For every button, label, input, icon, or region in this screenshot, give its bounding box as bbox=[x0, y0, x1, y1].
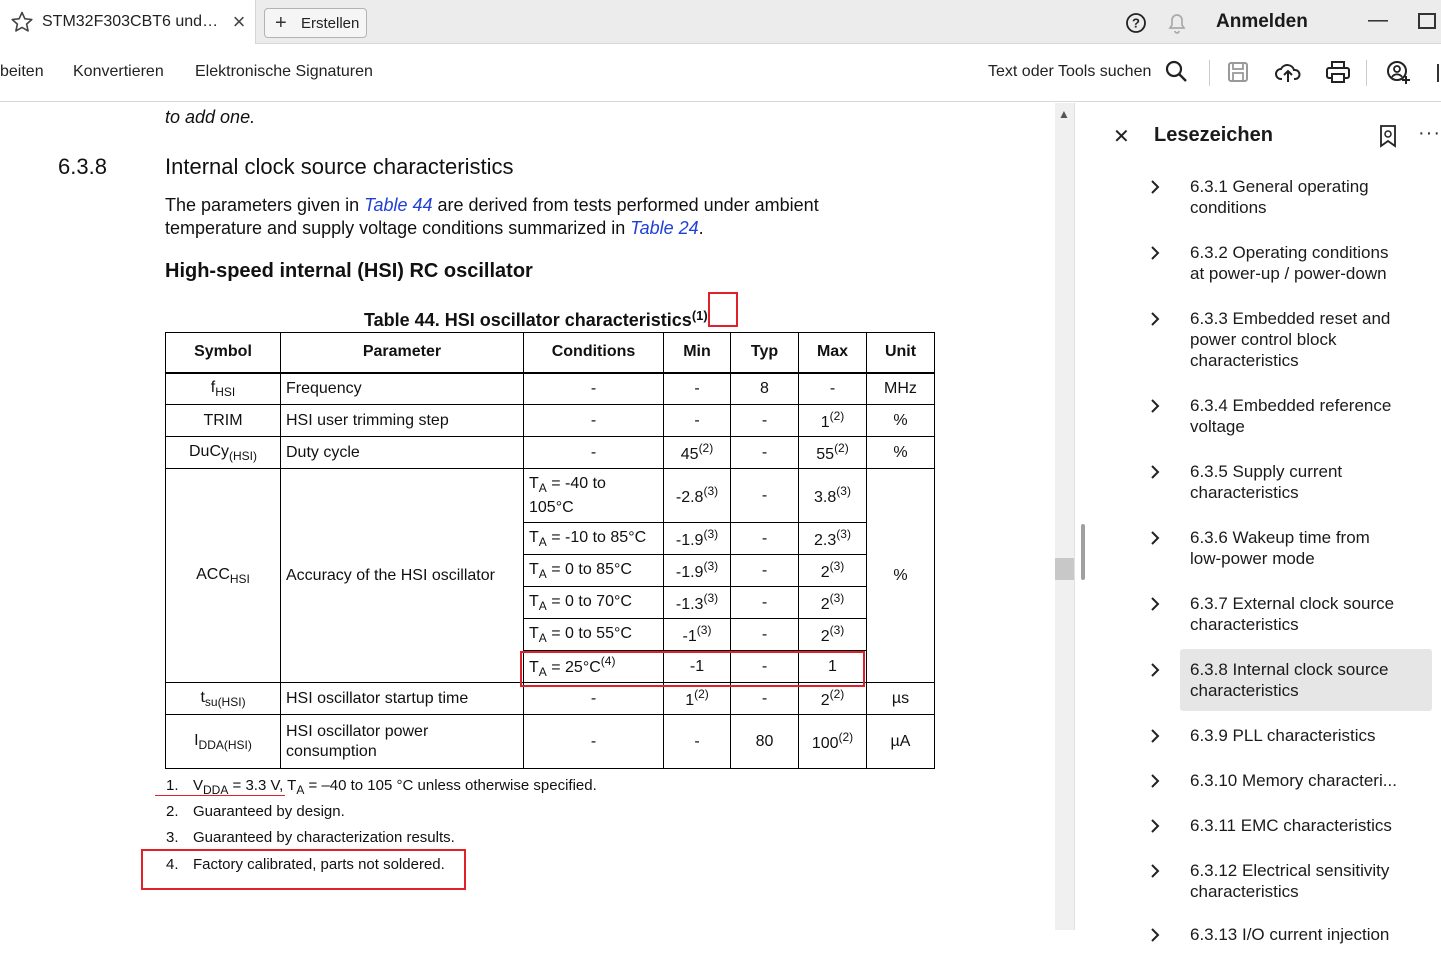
tab-title: STM32F303CBT6 und… bbox=[42, 13, 219, 30]
bookmark-item[interactable] bbox=[1180, 649, 1432, 711]
bell-icon[interactable] bbox=[1166, 11, 1188, 35]
typ-cell: - bbox=[731, 469, 799, 523]
bookmark-item[interactable] bbox=[1180, 166, 1432, 228]
max-cell bbox=[799, 405, 867, 437]
bookmark-item[interactable] bbox=[1180, 451, 1432, 513]
footnote-text: = –40 to 105 °C unless otherwise specified. bbox=[304, 777, 597, 794]
parameter-cell: Frequency bbox=[281, 373, 524, 405]
typ-cell: - bbox=[731, 683, 799, 715]
hsi-characteristics-table bbox=[165, 332, 935, 769]
max-cell bbox=[799, 555, 867, 587]
max-value: 100 bbox=[811, 735, 839, 752]
bookmark-item[interactable] bbox=[1180, 583, 1432, 645]
typ-cell: - bbox=[731, 651, 799, 683]
previous-page-text: to add one. bbox=[165, 107, 256, 127]
symbol: I bbox=[194, 731, 199, 749]
bookmark-label: 6.3.4 Embedded reference voltage bbox=[1190, 396, 1392, 436]
conditions-cell bbox=[524, 469, 664, 523]
conditions-cell: - bbox=[524, 715, 664, 769]
print-icon[interactable] bbox=[1324, 58, 1352, 86]
cond-var: T bbox=[529, 592, 539, 610]
cond-sub: A bbox=[538, 630, 547, 645]
bookmark-item[interactable] bbox=[1180, 760, 1432, 801]
unit-cell: MHz bbox=[867, 373, 935, 405]
max-cell bbox=[799, 437, 867, 469]
table-caption-text: Table 44. HSI oscillator characteristics bbox=[364, 310, 692, 330]
table-caption-footnote: (1) bbox=[691, 308, 708, 323]
min-cell: - bbox=[664, 715, 731, 769]
min-cell bbox=[664, 523, 731, 555]
intro-line-1 bbox=[165, 195, 819, 216]
bookmark-item[interactable] bbox=[1180, 715, 1432, 756]
typ-cell: - bbox=[731, 523, 799, 555]
max-value: 2.3 bbox=[814, 532, 837, 549]
footnote-ref: (2) bbox=[838, 730, 854, 744]
help-icon[interactable] bbox=[1125, 12, 1147, 34]
symbol-cell: TRIM bbox=[166, 405, 281, 437]
symbol-cell bbox=[166, 437, 281, 469]
bookmark-item[interactable] bbox=[1180, 914, 1432, 955]
footnote-ref: (2) bbox=[834, 441, 849, 455]
footnote-number: 2. bbox=[166, 803, 179, 820]
bookmark-label: 6.3.3 Embedded reset and power control block characteristics bbox=[1190, 309, 1391, 370]
search-tools-label[interactable]: Text oder Tools suchen bbox=[988, 63, 1152, 80]
table-24-link[interactable]: Table 24 bbox=[630, 218, 699, 238]
symbol: t bbox=[200, 688, 205, 706]
min-value: -1.9 bbox=[675, 564, 704, 581]
parameter-cell: HSI oscillator startup time bbox=[281, 683, 524, 715]
min-cell: -1 bbox=[664, 651, 731, 683]
intro-text: . bbox=[698, 218, 704, 238]
bookmark-item[interactable] bbox=[1180, 517, 1432, 579]
panel-resize-handle[interactable] bbox=[1081, 524, 1085, 580]
cond-text: = -10 to 85°C bbox=[546, 528, 647, 546]
footnote-ref: (3) bbox=[703, 527, 719, 541]
column-header: Typ bbox=[731, 333, 799, 373]
annotation-box-footnote-4 bbox=[141, 849, 466, 890]
table-44-link[interactable]: Table 44 bbox=[364, 195, 433, 215]
footnote-text: Factory calibrated, parts not soldered. bbox=[193, 856, 445, 873]
footnote-number: 1. bbox=[166, 777, 179, 794]
column-header: Min bbox=[664, 333, 731, 373]
footnote-ref: (3) bbox=[829, 591, 845, 605]
bookmark-item[interactable] bbox=[1180, 850, 1432, 912]
save-icon[interactable] bbox=[1224, 58, 1252, 86]
intro-text: The parameters given in bbox=[165, 195, 365, 215]
footnote-ref: (3) bbox=[829, 623, 845, 637]
cond-var: T bbox=[529, 528, 539, 546]
cond-sub: A bbox=[538, 665, 547, 679]
bookmark-label: 6.3.1 General operating conditions bbox=[1190, 177, 1369, 217]
star-icon[interactable] bbox=[10, 10, 34, 34]
min-cell bbox=[664, 437, 731, 469]
bookmark-label: 6.3.5 Supply current characteristics bbox=[1190, 462, 1343, 502]
parameter-cell bbox=[281, 715, 524, 769]
chevron-right-icon[interactable] bbox=[1148, 312, 1162, 326]
bookmark-label: 6.3.11 EMC characteristics bbox=[1190, 816, 1392, 835]
typ-cell: - bbox=[731, 619, 799, 651]
min-cell bbox=[664, 683, 731, 715]
typ-cell: - bbox=[731, 587, 799, 619]
bookmark-label: 6.3.10 Memory characteri... bbox=[1190, 771, 1397, 790]
footnote-subscript: DDA bbox=[203, 783, 229, 797]
max-value: 2 bbox=[820, 596, 830, 613]
cond-text: = 0 to 55°C bbox=[546, 624, 632, 642]
menu-e-signatures[interactable]: Elektronische Signaturen bbox=[195, 63, 373, 80]
footnote-number: 4. bbox=[166, 856, 179, 873]
min-cell bbox=[664, 619, 731, 651]
footnote-subscript: A bbox=[296, 783, 305, 797]
table-row bbox=[166, 437, 935, 469]
intro-text: temperature and supply voltage conditions summarized in bbox=[165, 218, 631, 238]
min-value: -1 bbox=[682, 628, 697, 645]
bookmark-label: 6.3.2 Operating conditions at power-up / power-down bbox=[1190, 243, 1389, 283]
footnote-ref: (2) bbox=[698, 441, 714, 455]
unit-cell: % bbox=[867, 437, 935, 469]
footnote-ref: (3) bbox=[696, 623, 712, 637]
min-cell bbox=[664, 587, 731, 619]
symbol-subscript: su(HSI) bbox=[204, 694, 246, 709]
table-row bbox=[166, 715, 935, 769]
column-header: Max bbox=[799, 333, 867, 373]
min-cell bbox=[664, 469, 731, 523]
cond-text: 105°C bbox=[529, 499, 574, 516]
intro-text: are derived from tests performed under ambient bbox=[432, 195, 819, 215]
min-value: -1.3 bbox=[675, 596, 704, 613]
bookmark-item[interactable] bbox=[1180, 298, 1432, 381]
cond-text: = 0 to 70°C bbox=[546, 592, 632, 610]
symbol-subscript: (HSI) bbox=[229, 448, 257, 463]
footnote-ref: (3) bbox=[703, 559, 719, 573]
cond-var: T bbox=[529, 560, 539, 578]
column-header: Unit bbox=[867, 333, 935, 373]
minimize-icon[interactable]: — bbox=[1368, 9, 1388, 31]
section-number: 6.3.8 bbox=[58, 154, 107, 179]
maximize-icon[interactable] bbox=[1418, 13, 1436, 29]
create-button[interactable] bbox=[264, 8, 367, 38]
parameter-text: consumption bbox=[286, 742, 377, 760]
chevron-right-icon[interactable] bbox=[1148, 928, 1162, 942]
toolbar-divider bbox=[1366, 60, 1367, 86]
min-value: -2.8 bbox=[675, 489, 704, 506]
conditions-cell: - bbox=[524, 405, 664, 437]
footnote-ref: (2) bbox=[829, 409, 845, 423]
footnote-text: Guaranteed by design. bbox=[193, 803, 345, 820]
annotation-box-caption-note bbox=[708, 292, 738, 327]
conditions-cell bbox=[524, 523, 664, 555]
bookmark-label: 6.3.7 External clock source characteristics bbox=[1190, 594, 1395, 634]
column-header: Symbol bbox=[166, 333, 281, 373]
chevron-right-icon[interactable] bbox=[1148, 864, 1162, 878]
column-header: Parameter bbox=[281, 333, 524, 373]
toolbar-divider bbox=[1209, 60, 1210, 86]
symbol: ACC bbox=[196, 565, 230, 583]
max-cell bbox=[799, 619, 867, 651]
unit-cell: % bbox=[867, 469, 935, 683]
document-scrollbar[interactable] bbox=[1055, 103, 1074, 930]
symbol-cell bbox=[166, 469, 281, 683]
chevron-right-icon[interactable] bbox=[1148, 180, 1162, 194]
symbol-cell bbox=[166, 683, 281, 715]
max-cell: 1 bbox=[799, 651, 867, 683]
conditions-cell bbox=[524, 619, 664, 651]
cond-var: T bbox=[529, 624, 539, 642]
cond-var: T bbox=[529, 659, 539, 676]
document-tab[interactable] bbox=[0, 0, 256, 44]
conditions-cell bbox=[524, 555, 664, 587]
typ-cell: 80 bbox=[731, 715, 799, 769]
chevron-right-icon[interactable] bbox=[1148, 663, 1162, 677]
footnote-ref: (3) bbox=[703, 591, 719, 605]
conditions-cell: - bbox=[524, 373, 664, 405]
chevron-right-icon[interactable] bbox=[1148, 819, 1162, 833]
menu-edit[interactable]: beiten bbox=[0, 63, 44, 80]
min-value: 45 bbox=[680, 446, 699, 463]
bookmarks-title: Lesezeichen bbox=[1154, 124, 1273, 146]
chevron-right-icon[interactable] bbox=[1148, 729, 1162, 743]
symbol-cell bbox=[166, 373, 281, 405]
max-cell bbox=[799, 523, 867, 555]
bookmark-settings-icon[interactable] bbox=[1378, 124, 1398, 148]
chevron-right-icon[interactable] bbox=[1148, 597, 1162, 611]
annotation-underline bbox=[155, 795, 285, 796]
footnote-ref: (3) bbox=[829, 559, 845, 573]
table-row bbox=[166, 469, 935, 523]
max-cell bbox=[799, 683, 867, 715]
close-icon[interactable]: ✕ bbox=[1113, 126, 1130, 148]
bookmark-label: 6.3.6 Wakeup time from low-power mode bbox=[1190, 528, 1370, 568]
cond-sub: A bbox=[538, 481, 547, 495]
section-title: Internal clock source characteristics bbox=[165, 154, 514, 179]
table-row bbox=[166, 373, 935, 405]
conditions-cell: - bbox=[524, 683, 664, 715]
cloud-upload-icon[interactable] bbox=[1274, 58, 1302, 86]
min-value: 1 bbox=[685, 692, 695, 709]
cond-sub: A bbox=[538, 598, 547, 613]
max-value: 55 bbox=[816, 446, 835, 463]
footnote-ref: (3) bbox=[836, 527, 851, 541]
signin-button[interactable]: Anmelden bbox=[1216, 11, 1308, 32]
conditions-cell: - bbox=[524, 437, 664, 469]
bookmark-label: 6.3.8 Internal clock source characteristics bbox=[1190, 660, 1389, 700]
typ-cell: - bbox=[731, 405, 799, 437]
max-value: 2 bbox=[820, 628, 830, 645]
table-header-row bbox=[166, 333, 935, 373]
cond-sub: A bbox=[538, 566, 547, 581]
min-cell: - bbox=[664, 405, 731, 437]
footnote-ref: (2) bbox=[694, 687, 709, 701]
min-cell bbox=[664, 555, 731, 587]
title-bar bbox=[0, 0, 1441, 44]
chevron-right-icon[interactable] bbox=[1148, 774, 1162, 788]
cond-text: = 25°C bbox=[546, 659, 601, 676]
footnote-1 bbox=[166, 777, 597, 797]
conditions-cell bbox=[524, 587, 664, 619]
max-cell bbox=[799, 587, 867, 619]
footnote-ref: (2) bbox=[829, 687, 845, 701]
symbol-subscript: HSI bbox=[229, 571, 250, 586]
chevron-right-icon[interactable] bbox=[1148, 531, 1162, 545]
max-value: 2 bbox=[820, 692, 830, 709]
footnote-ref: (3) bbox=[836, 484, 851, 498]
intro-line-2 bbox=[165, 218, 704, 239]
max-value: 3.8 bbox=[814, 489, 837, 506]
unit-cell: µA bbox=[867, 715, 935, 769]
bookmark-label: 6.3.9 PLL characteristics bbox=[1190, 726, 1376, 745]
max-value: 1 bbox=[820, 414, 830, 431]
search-icon[interactable] bbox=[1163, 58, 1191, 86]
chevron-right-icon[interactable] bbox=[1148, 465, 1162, 479]
max-cell bbox=[799, 469, 867, 523]
cond-text: = 0 to 85°C bbox=[546, 560, 632, 578]
min-cell: - bbox=[664, 373, 731, 405]
toolbar bbox=[0, 44, 1441, 102]
typ-cell: - bbox=[731, 437, 799, 469]
table-row bbox=[166, 405, 935, 437]
unit-cell: % bbox=[867, 405, 935, 437]
bookmark-label: 6.3.13 I/O current injection bbox=[1190, 925, 1390, 944]
footnote-2 bbox=[166, 803, 345, 820]
symbol-subscript: DDA(HSI) bbox=[198, 737, 252, 752]
scrollbar-thumb[interactable] bbox=[1055, 558, 1074, 580]
chevron-right-icon[interactable] bbox=[1148, 399, 1162, 413]
cond-var: T bbox=[529, 475, 539, 492]
footnote-number: 3. bbox=[166, 829, 179, 846]
scroll-up-icon[interactable]: ▲ bbox=[1058, 107, 1070, 121]
bookmark-item[interactable] bbox=[1180, 385, 1432, 447]
footnote-ref: (4) bbox=[600, 654, 616, 668]
share-user-icon[interactable] bbox=[1384, 58, 1412, 86]
footnote-ref: (3) bbox=[703, 484, 719, 498]
table-row bbox=[166, 683, 935, 715]
toolbar-overflow-edge bbox=[1437, 64, 1439, 82]
unit-cell: µs bbox=[867, 683, 935, 715]
footnote-text: V bbox=[193, 777, 204, 794]
symbol-subscript: HSI bbox=[215, 384, 236, 399]
max-cell: - bbox=[799, 373, 867, 405]
max-value: 2 bbox=[820, 564, 830, 581]
chevron-right-icon[interactable] bbox=[1148, 246, 1162, 260]
menu-convert[interactable]: Konvertieren bbox=[73, 63, 164, 80]
annotation-box-25c-row bbox=[520, 651, 865, 687]
footnote-text: Guaranteed by characterization results. bbox=[193, 829, 455, 846]
subheading: High-speed internal (HSI) RC oscillator bbox=[165, 260, 533, 282]
create-button-label: Erstellen bbox=[301, 15, 360, 32]
bookmark-item[interactable] bbox=[1180, 805, 1432, 846]
footnote-text: = 3.3 V, T bbox=[228, 777, 297, 794]
footnote-3 bbox=[166, 829, 455, 846]
parameter-cell: Duty cycle bbox=[281, 437, 524, 469]
typ-cell: - bbox=[731, 555, 799, 587]
parameter-cell: HSI user trimming step bbox=[281, 405, 524, 437]
bookmark-label: 6.3.12 Electrical sensitivity characteristics bbox=[1190, 861, 1390, 901]
symbol-cell bbox=[166, 715, 281, 769]
more-options-icon[interactable]: ··· bbox=[1418, 122, 1441, 144]
symbol: f bbox=[210, 378, 216, 396]
table-caption bbox=[364, 308, 708, 331]
min-value: -1.9 bbox=[675, 532, 704, 549]
max-cell bbox=[799, 715, 867, 769]
plus-icon: + bbox=[275, 12, 287, 34]
svg-text:?: ? bbox=[1132, 15, 1140, 31]
column-header: Conditions bbox=[524, 333, 664, 373]
close-tab-icon[interactable]: × bbox=[232, 9, 246, 34]
cond-sub: A bbox=[538, 534, 547, 549]
typ-cell: 8 bbox=[731, 373, 799, 405]
parameter-text: HSI oscillator power bbox=[286, 722, 429, 740]
symbol: DuCy bbox=[188, 442, 229, 460]
bookmark-item[interactable] bbox=[1180, 232, 1432, 294]
cond-text: = -40 to bbox=[546, 475, 606, 492]
parameter-cell: Accuracy of the HSI oscillator bbox=[281, 469, 524, 683]
